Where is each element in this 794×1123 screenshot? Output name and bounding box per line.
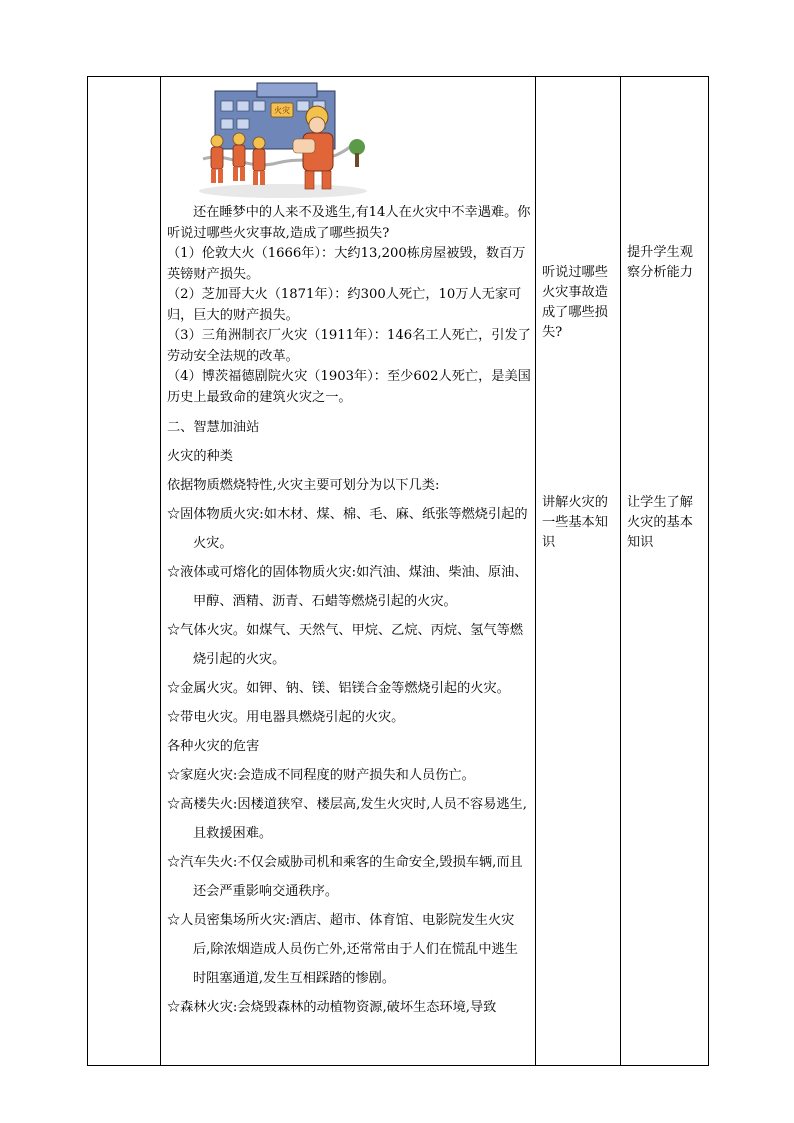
fire-types-intro: 依据物质燃烧特性,火灾主要可划分为以下几类: [167,478,440,493]
fire-type-item: ☆液体或可熔化的固体物质火灾:如汽油、煤油、柴油、原油、甲醇、酒精、沥青、石蜡等燃烧引起的火灾。 [167,565,528,609]
fire-hazard-item: ☆人员密集场所火灾:酒店、超市、体育馆、电影院发生火灾后,除浓烟造成人员伤亡外,还常常由于人们在慌乱中逃生时阻塞通道,发生互相踩踏的惨剧。 [167,913,518,986]
fire-case-4: （4）博茨福德剧院火灾（1903年）：至少602人死亡，是美国历史上最致命的建筑火灾之一。 [167,369,531,405]
sign-text: 火灾 [274,106,290,115]
fire-hazard-item: ☆汽车失火:不仅会威胁司机和乘客的生命安全,毁损车辆,而且还会严重影响交通秩序。 [167,855,523,899]
fire-case-2: （2）芝加哥大火（1871年）：约300人死亡，10万人无家可归，巨大的财产损失。 [167,287,522,323]
fire-hazard-item: ☆家庭火灾:会造成不同程度的财产损失和人员伤亡。 [167,768,475,783]
fire-case-1: （1）伦敦大火（1666年）：大约13,200栋房屋被毁，数百万英镑财产损失。 [167,246,526,282]
purpose-cell [621,77,709,1066]
section-title: 二、智慧加油站 [167,420,260,435]
fire-type-item: ☆固体物质火灾:如木材、煤、棉、毛、麻、纸张等燃烧引起的火灾。 [167,507,528,551]
fire-hazard-item: ☆森林火灾:会烧毁森林的动植物资源,破坏生态环境,导致 [167,1000,497,1015]
fire-case-3: （3）三角洲制衣厂火灾（1911年）：146名工人死亡，引发了劳动安全法规的改革。 [167,328,531,364]
fire-hazard-item: ☆高楼失火:因楼道狭窄、楼层高,发生火灾时,人员不容易逃生,且救援困难。 [167,797,527,841]
fire-hazards-heading: 各种火灾的危害 [167,739,260,754]
purpose-text-1: 提升学生观察分析能力 [627,245,693,280]
intro-text [167,203,531,408]
firefighters-illustration [197,81,369,199]
activity-text-2: 讲解火灾的一些基本知识 [542,495,608,550]
lesson-table [87,76,709,1066]
activity-cell [536,77,621,1066]
knowledge-station [167,413,531,1022]
content-cell [161,77,536,1066]
purpose-text-2: 让学生了解火灾的基本知识 [627,495,693,550]
fire-type-item: ☆气体火灾。如煤气、天然气、甲烷、乙烷、丙烷、氢气等燃烧引起的火灾。 [167,623,524,667]
activity-text-1: 听说过哪些火灾事故造成了哪些损失? [542,265,608,340]
intro-paragraph: 还在睡梦中的人来不及逃生,有14人在火灾中不幸遇难。你听说过哪些火灾事故,造成了哪些损失? [167,205,531,241]
fire-type-item: ☆带电火灾。用电器具燃烧引起的火灾。 [167,710,405,725]
blank-column-cell [88,77,161,1066]
fire-type-item: ☆金属火灾。如钾、钠、镁、铝镁合金等燃烧引起的火灾。 [167,681,510,696]
fire-types-heading: 火灾的种类 [167,449,233,464]
table-row [88,77,709,1066]
